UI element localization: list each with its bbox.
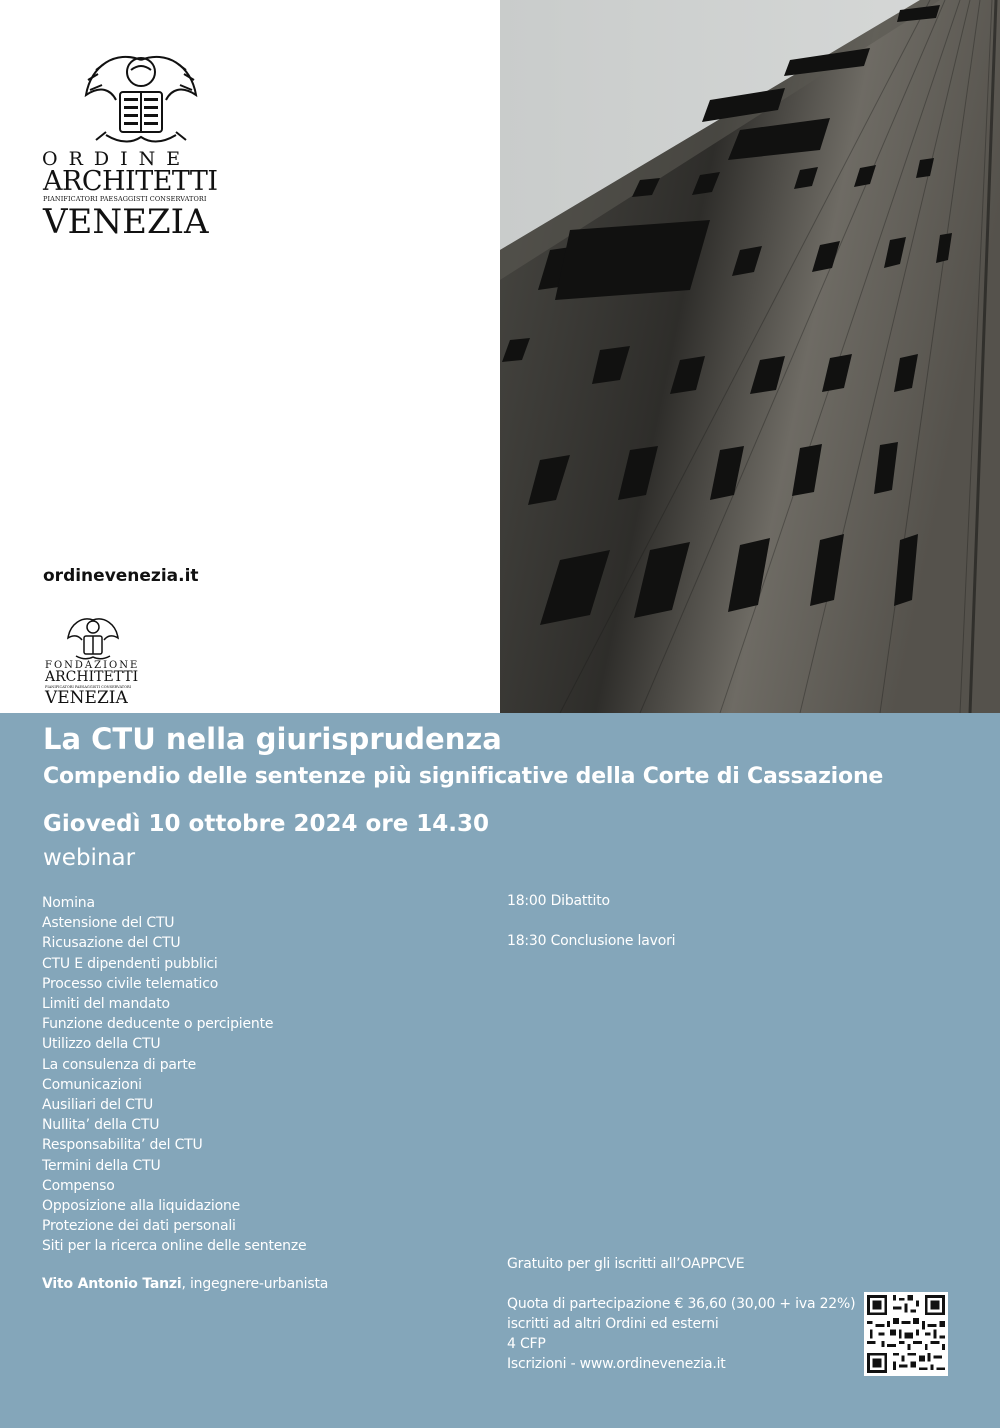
list-item: Ausiliari del CTU [42, 1097, 154, 1114]
info-registration[interactable]: Iscrizioni - www.ordinevenezia.it [507, 1356, 726, 1372]
logo-subtitle-text: PIANIFICATORI PAESAGGISTI CONSERVATORI [43, 195, 207, 203]
website-link[interactable]: ordinevenezia.it [43, 566, 199, 586]
list-item: Termini della CTU [42, 1157, 161, 1174]
list-item: Responsabilita’ del CTU [42, 1137, 203, 1154]
qr-code-icon[interactable] [864, 1292, 948, 1376]
list-item: La consulenza di parte [42, 1056, 197, 1073]
lion-emblem-icon [76, 40, 206, 150]
building-facade-image [500, 0, 1000, 713]
list-item: Processo civile telematico [42, 975, 219, 992]
event-title: La CTU nella giurisprudenza [43, 722, 502, 756]
schedule-item-conclusion: 18:30 Conclusione lavori [507, 933, 676, 949]
schedule-item-debate: 18:00 Dibattito [507, 893, 610, 909]
info-fee: Quota di partecipazione € 36,60 (30,00 + iva 22%) [507, 1296, 856, 1312]
header-panel [0, 0, 500, 713]
event-date: Giovedì 10 ottobre 2024 ore 14.30 [43, 811, 490, 837]
logo-ordine-text: ORDINE [42, 148, 192, 170]
info-free: Gratuito per gli iscritti all’OAPPCVE [507, 1256, 745, 1272]
list-item: Nullita’ della CTU [42, 1117, 160, 1134]
event-subtitle: Compendio delle sentenze più significative della Corte di Cassazione [43, 764, 884, 789]
event-format: webinar [43, 845, 136, 871]
list-item: Opposizione alla liquidazione [42, 1198, 241, 1215]
list-item: Nomina [42, 895, 95, 911]
list-item: Protezione dei dati personali [42, 1218, 236, 1235]
building-facade-photo [500, 0, 1000, 713]
list-item: Utilizzo della CTU [42, 1036, 161, 1053]
list-item: Funzione deducente o percipiente [42, 1016, 274, 1033]
speaker-role: , ingegnere-urbanista [181, 1276, 329, 1292]
list-item: Limiti del mandato [42, 996, 170, 1013]
small-lion-emblem-icon [64, 612, 122, 660]
logo-architetti-text: ARCHITETTI [43, 166, 218, 197]
logo-venezia-text: VENEZIA [43, 202, 209, 242]
list-item: Comunicazioni [42, 1076, 142, 1093]
list-item: Siti per la ricerca online delle sentenze [42, 1238, 307, 1255]
logo-fondazione-architetti-text: ARCHITETTI [45, 669, 139, 685]
logo-fondazione-subtitle-text: PIANIFICATORI PAESAGGISTI CONSERVATORI [45, 685, 132, 689]
logo-fondazione-venezia-text: VENEZIA [45, 688, 128, 708]
topics-list [42, 893, 306, 1257]
speaker [42, 1276, 328, 1292]
list-item: Astensione del CTU [42, 915, 175, 932]
ordine-architetti-logo [40, 40, 235, 240]
info-credits: 4 CFP [507, 1336, 546, 1352]
info-fee-target: iscritti ad altri Ordini ed esterni [507, 1316, 719, 1332]
list-item: Compenso [42, 1177, 115, 1194]
list-item: Ricusazione del CTU [42, 935, 181, 952]
fondazione-logo [44, 612, 140, 708]
logo-fondazione-text: FONDAZIONE [45, 660, 140, 671]
list-item: CTU E dipendenti pubblici [42, 955, 218, 972]
speaker-name: Vito Antonio Tanzi [42, 1276, 182, 1292]
